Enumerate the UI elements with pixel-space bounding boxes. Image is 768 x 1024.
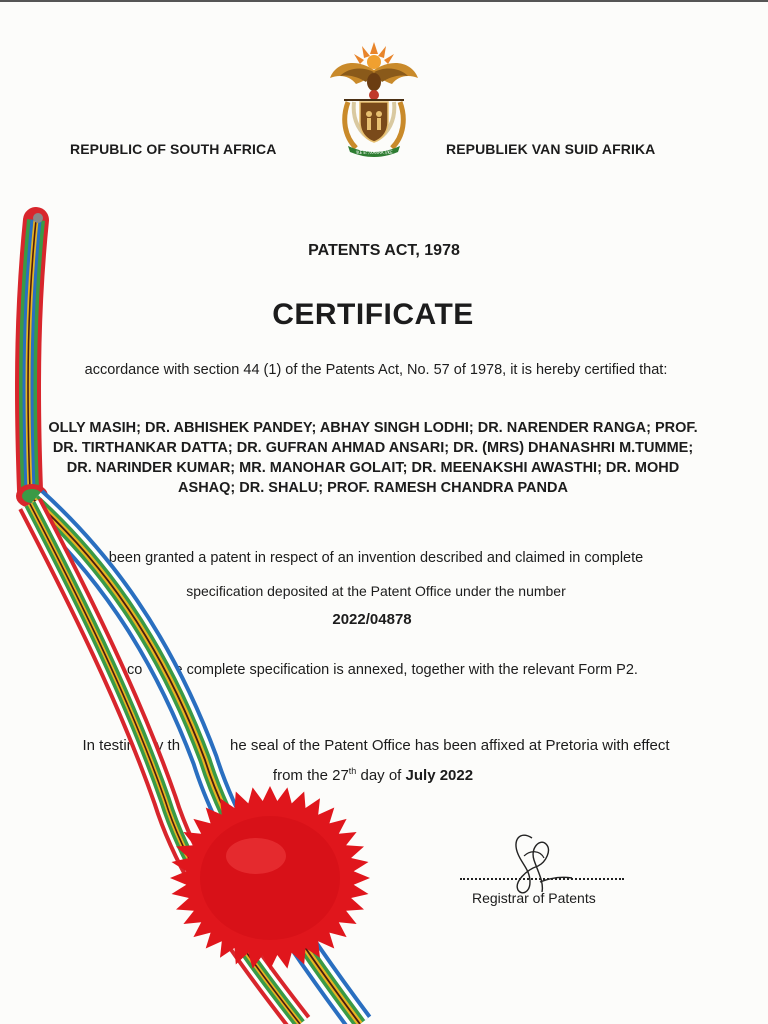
annex-statement: A co e complete specification is annexed, together with the relevant Form P2.: [114, 662, 638, 678]
effective-date-middle: day of: [356, 767, 406, 784]
scan-edge: [0, 0, 768, 2]
red-seal-icon: [160, 778, 380, 978]
patentee-names: OLLY MASIH; DR. ABHISHEK PANDEY; ABHAY SINGH LODHI; DR. NARENDER RANGA; PROF. DR. TIRTHANKAR DATTA; DR. GUFRAN AHMAD ANSARI; DR. (MRS) DHANASHRI M.TUMME; DR. NARINDER KUMAR; MR. MANOHAR GOLAIT; DR. MEENAKSHI AWASTHI; DR. MOHD ASHAQ; DR. SHALU; PROF. RAMESH CHANDRA PANDA: [48, 420, 698, 496]
signature-line: [460, 878, 624, 880]
certification-statement: accordance with section 44 (1) of the Patents Act, No. 57 of 1978, it is hereby certified that:: [84, 362, 668, 378]
country-name-english: REPUBLIC OF SOUTH AFRICA: [70, 141, 277, 157]
effective-date-month-year: July 2022: [405, 767, 474, 784]
act-heading: PATENTS ACT, 1978: [308, 242, 460, 259]
certificate-title: CERTIFICATE: [272, 298, 474, 331]
coat-of-arms-icon: [326, 40, 422, 160]
effective-date-suffix: th: [348, 766, 357, 776]
registrar-title: Registrar of Patents: [472, 890, 596, 906]
country-name-afrikaans: REPUBLIEK VAN SUID AFRIKA: [446, 141, 656, 157]
patent-number: 2022/04878: [332, 611, 412, 628]
testimony-statement: In testimony th he seal of the Patent Office has been affixed at Pretoria with effect: [82, 737, 670, 754]
specification-statement: specification deposited at the Patent Office under the number: [186, 583, 566, 599]
grant-statement: been granted a patent in respect of an invention described and claimed in complete: [108, 550, 644, 566]
effective-date-prefix: from the 27: [272, 767, 349, 784]
svg-text:!KE E: /XARRA //KE: !KE E: /XARRA //KE: [355, 150, 393, 155]
